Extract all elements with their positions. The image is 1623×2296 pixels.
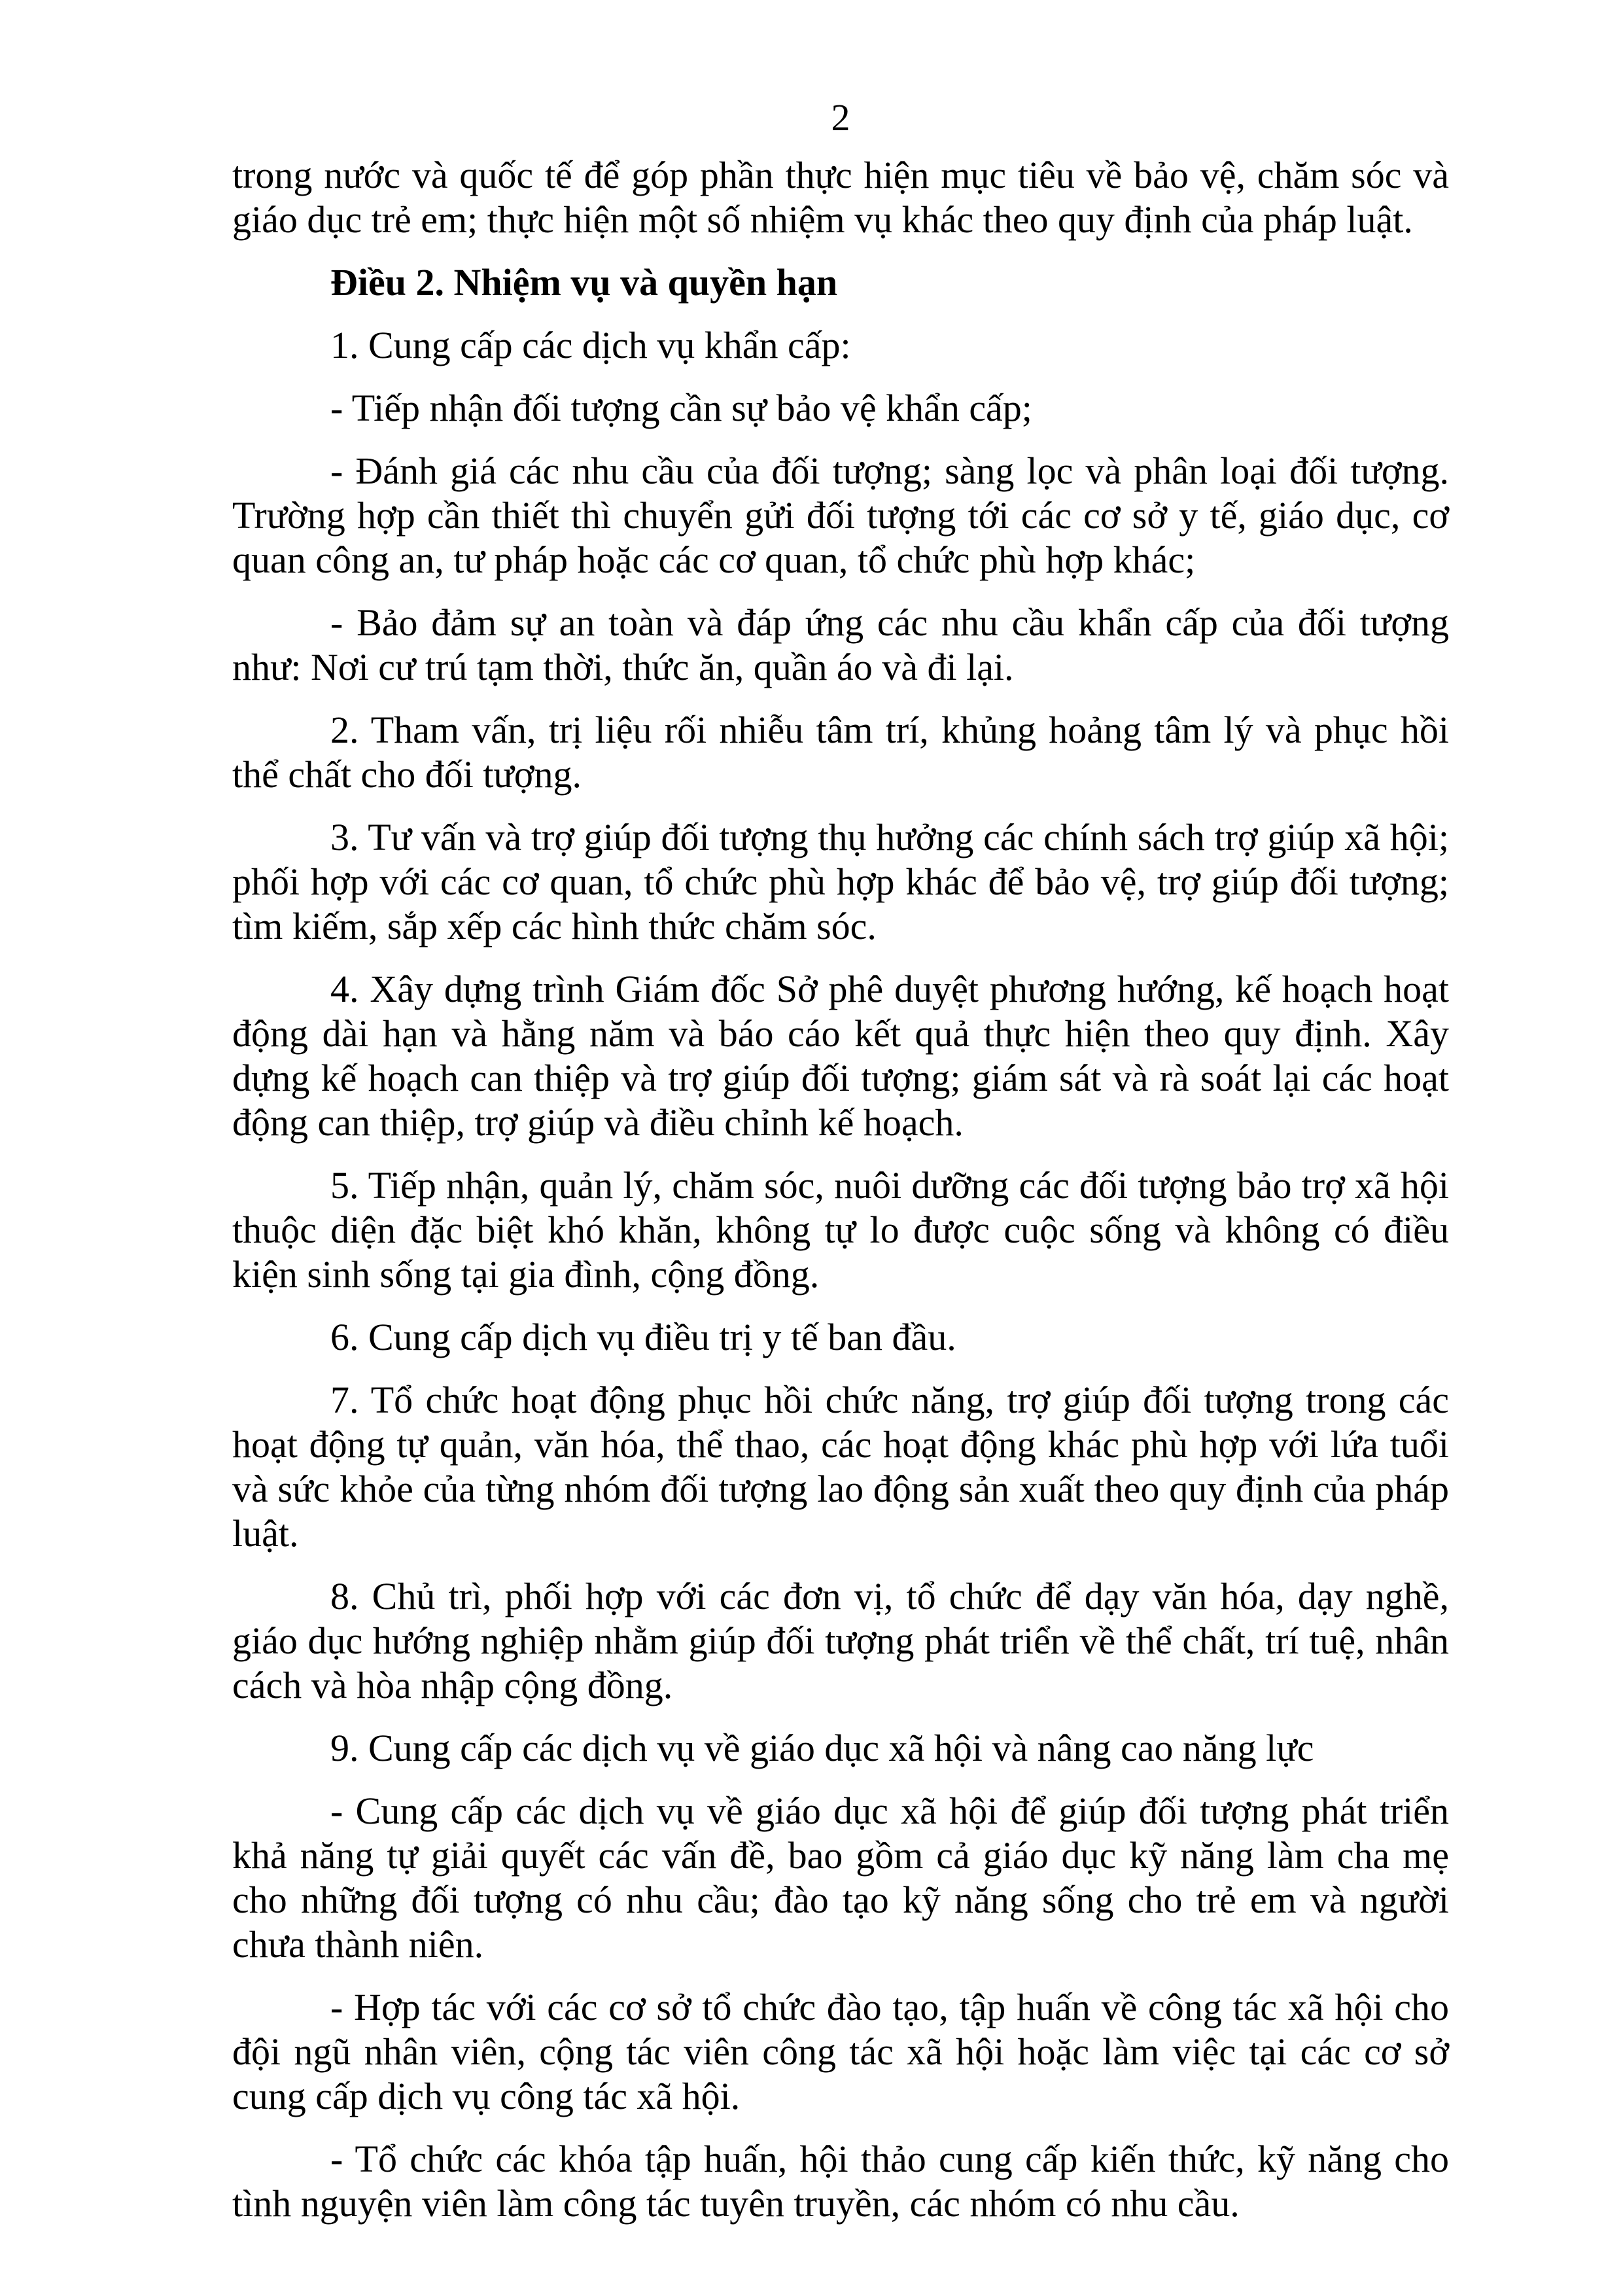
paragraph: 4. Xây dựng trình Giám đốc Sở phê duyệt phương hướng, kế hoạch hoạt động dài hạn và hằng năm và báo cáo kết quả thực hiện theo quy định. Xây dựng kế hoạch can thiệp và trợ giúp đối tượng; giám sát và rà soát lại các hoạt động can thiệp, trợ giúp và điều chỉnh kế hoạch. xyxy=(232,968,1449,1144)
paragraph: 5. Tiếp nhận, quản lý, chăm sóc, nuôi dưỡng các đối tượng bảo trợ xã hội thuộc diện đặc biệt khó khăn, không tự lo được cuộc sống và không có điều kiện sinh sống tại gia đình, cộng đồng. xyxy=(232,1164,1449,1296)
paragraph: 9. Cung cấp các dịch vụ về giáo dục xã hội và nâng cao năng lực xyxy=(330,1727,1314,1769)
page-number: 2 xyxy=(831,96,850,139)
paragraph: 7. Tổ chức hoạt động phục hồi chức năng, trợ giúp đối tượng trong các hoạt động tự quản, văn hóa, thể thao, các hoạt động khác phù hợp với lứa tuổi và sức khỏe của từng nhóm đối tượng lao động sản xuất theo quy định của pháp luật. xyxy=(232,1379,1449,1555)
paragraph: 3. Tư vấn và trợ giúp đối tượng thụ hưởng các chính sách trợ giúp xã hội; phối hợp với các cơ quan, tổ chức phù hợp khác để bảo vệ, trợ giúp đối tượng; tìm kiếm, sắp xếp các hình thức chăm sóc. xyxy=(232,816,1449,947)
article-heading: Điều 2. Nhiệm vụ và quyền hạn xyxy=(330,261,838,304)
paragraph: 1. Cung cấp các dịch vụ khẩn cấp: xyxy=(330,324,851,366)
paragraph: - Cung cấp các dịch vụ về giáo dục xã hội để giúp đối tượng phát triển khả năng tự giải quyết các vấn đề, bao gồm cả giáo dục kỹ năng làm cha mẹ cho những đối tượng có nhu cầu; đào tạo kỹ năng sống cho trẻ em và người chưa thành niên. xyxy=(232,1790,1449,1966)
paragraph: 6. Cung cấp dịch vụ điều trị y tế ban đầu. xyxy=(330,1316,956,1358)
paragraph: - Đánh giá các nhu cầu của đối tượng; sàng lọc và phân loại đối tượng. Trường hợp cần thiết thì chuyển gửi đối tượng tới các cơ sở y tế, giáo dục, cơ quan công an, tư pháp hoặc các cơ quan, tổ chức phù hợp khác; xyxy=(232,450,1449,581)
paragraph: 2. Tham vấn, trị liệu rối nhiễu tâm trí, khủng hoảng tâm lý và phục hồi thể chất cho đối tượng. xyxy=(232,709,1449,796)
paragraph: - Bảo đảm sự an toàn và đáp ứng các nhu cầu khẩn cấp của đối tượng như: Nơi cư trú tạm thời, thức ăn, quần áo và đi lại. xyxy=(232,601,1449,688)
paragraph: - Tiếp nhận đối tượng cần sự bảo vệ khẩn cấp; xyxy=(330,387,1032,429)
document-page xyxy=(232,92,1449,2244)
paragraph: - Hợp tác với các cơ sở tổ chức đào tạo, tập huấn về công tác xã hội cho đội ngũ nhân viên, cộng tác viên công tác xã hội hoặc làm việc tại các cơ sở cung cấp dịch vụ công tác xã hội. xyxy=(232,1986,1449,2117)
paragraph-continued: trong nước và quốc tế để góp phần thực hiện mục tiêu về bảo vệ, chăm sóc và giáo dục trẻ em; thực hiện một số nhiệm vụ khác theo quy định của pháp luật. xyxy=(232,154,1449,241)
paragraph: - Tổ chức các khóa tập huấn, hội thảo cung cấp kiến thức, kỹ năng cho tình nguyện viên làm công tác tuyên truyền, các nhóm có nhu cầu. xyxy=(232,2138,1449,2225)
paragraph: 8. Chủ trì, phối hợp với các đơn vị, tổ chức để dạy văn hóa, dạy nghề, giáo dục hướng nghiệp nhằm giúp đối tượng phát triển về thể chất, trí tuệ, nhân cách và hòa nhập cộng đồng. xyxy=(232,1575,1449,1706)
